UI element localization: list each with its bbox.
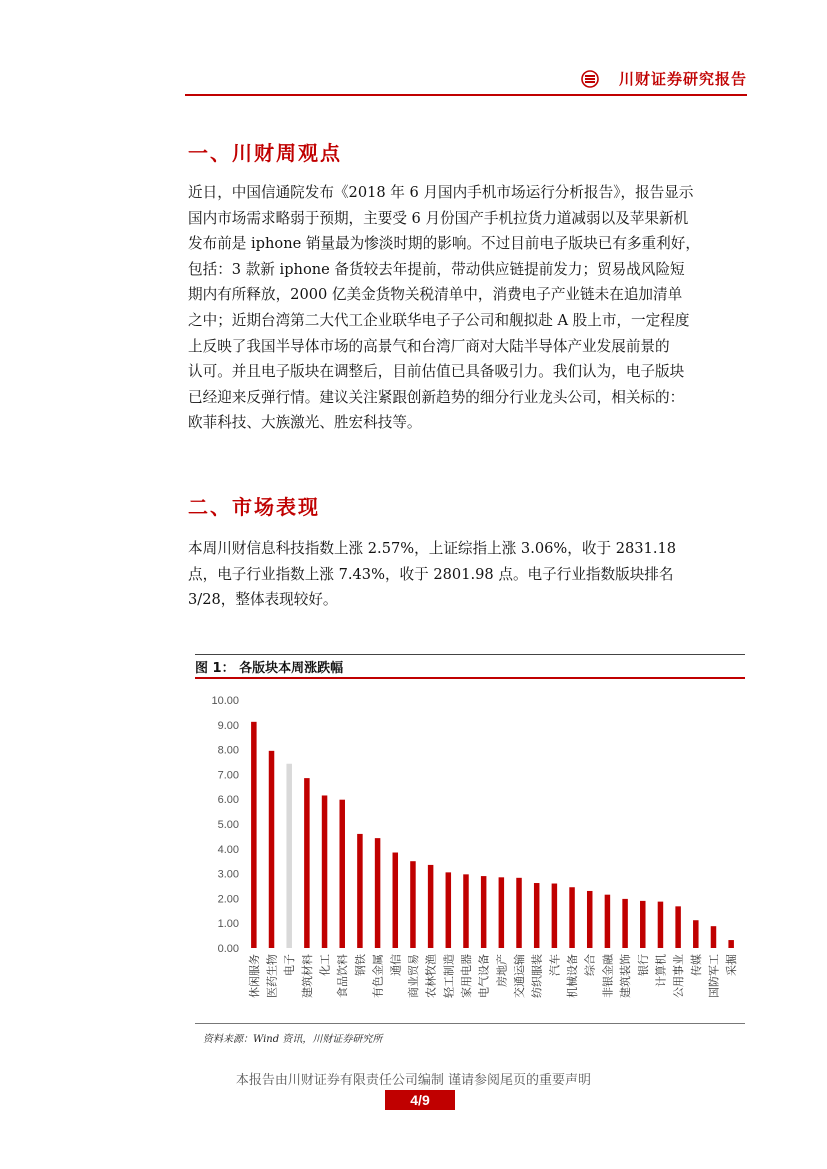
paragraph-line: 包括：3 款新 iphone 备货较去年提前，带动供应链提前发力；贸易战风险短 xyxy=(188,260,685,278)
x-tick-label: 化工 xyxy=(318,954,332,976)
x-tick-label: 医药生物 xyxy=(265,954,279,998)
x-tick-label: 交通运输 xyxy=(513,954,527,998)
paragraph-line: 之中；近期台湾第二大代工企业联华电子子公司和舰拟赴 A 股上市，一定程度 xyxy=(188,311,690,329)
x-tick-label: 有色金属 xyxy=(371,954,385,998)
bar xyxy=(728,940,734,948)
bar xyxy=(428,865,434,948)
x-tick-label: 非银金融 xyxy=(601,954,615,998)
y-tick-label: 3.00 xyxy=(217,868,239,881)
header-divider xyxy=(185,94,747,96)
x-tick-label: 银行 xyxy=(636,954,650,976)
bar xyxy=(552,884,558,948)
x-tick-label: 通信 xyxy=(389,954,403,976)
bar xyxy=(322,795,328,948)
report-brand-title: 川财证券研究报告 xyxy=(618,70,747,88)
paragraph-line: 3/28，整体表现较好。 xyxy=(188,591,338,609)
bar xyxy=(251,722,257,948)
bar xyxy=(640,901,646,948)
x-tick-label: 综合 xyxy=(583,954,597,976)
y-tick-label: 2.00 xyxy=(217,893,239,906)
section-heading-market: 二、市场表现 xyxy=(188,495,320,519)
bar xyxy=(516,878,522,948)
y-tick-label: 0.00 xyxy=(217,943,239,955)
x-tick-label: 建筑装饰 xyxy=(619,954,633,998)
x-tick-label: 公用事业 xyxy=(672,954,686,998)
paragraph-line: 欧菲科技、大族激光、胜宏科技等。 xyxy=(188,414,422,432)
x-tick-label: 机械设备 xyxy=(566,954,580,998)
section2-paragraph xyxy=(188,536,750,613)
section1-paragraph xyxy=(188,180,750,436)
paragraph-line: 认可。并且电子版块在调整后，目前估值已具备吸引力。我们认为，电子版块 xyxy=(188,363,685,381)
bar xyxy=(605,895,611,948)
bar xyxy=(357,834,363,948)
x-tick-label: 电子 xyxy=(283,954,297,976)
paragraph-line: 已经迎来反弹行情。建议关注紧跟创新趋势的细分行业龙头公司，相关标的： xyxy=(188,388,685,406)
page-header xyxy=(185,66,747,94)
page-number: 4/9 xyxy=(385,1090,455,1110)
paragraph-line: 国内市场需求略弱于预期，主要受 6 月份国产手机拉货力道减弱以及苹果新机 xyxy=(188,209,689,227)
x-tick-label: 食品饮料 xyxy=(336,954,350,998)
bar xyxy=(463,874,469,948)
y-tick-label: 6.00 xyxy=(217,794,239,807)
x-tick-label: 商业贸易 xyxy=(406,954,420,998)
x-tick-label: 计算机 xyxy=(654,954,668,987)
y-tick-label: 9.00 xyxy=(217,719,239,732)
y-tick-label: 5.00 xyxy=(217,819,239,831)
y-tick-label: 1.00 xyxy=(217,918,239,931)
bar xyxy=(286,764,292,948)
y-tick-label: 7.00 xyxy=(217,769,239,782)
bar xyxy=(393,853,399,948)
x-tick-label: 休闲服务 xyxy=(247,954,261,998)
bar xyxy=(675,906,681,948)
bar xyxy=(339,800,345,948)
bar xyxy=(481,876,487,948)
y-tick-label: 8.00 xyxy=(217,744,239,757)
x-tick-label: 建筑材料 xyxy=(300,954,314,998)
bar xyxy=(499,877,505,948)
bar xyxy=(375,838,381,948)
x-tick-label: 轻工制造 xyxy=(442,954,456,998)
circle-logo-icon xyxy=(581,70,599,88)
x-tick-label: 传媒 xyxy=(689,954,703,976)
figure-title: 图 1： 各版块本周涨跌幅 xyxy=(195,661,344,676)
section-heading-weekly-view: 一、川财周观点 xyxy=(188,141,342,165)
figure-bottom-rule xyxy=(195,1023,745,1024)
figure-source: 资料来源：Wind 资讯，川财证券研究所 xyxy=(203,1034,383,1045)
y-tick-label: 4.00 xyxy=(217,843,239,856)
bar xyxy=(658,902,664,948)
bar xyxy=(446,872,452,948)
paragraph-line: 点，电子行业指数上涨 7.43%，收于 2801.98 点。电子行业指数版块排名 xyxy=(188,565,674,583)
figure-top-rule xyxy=(195,654,745,655)
bar xyxy=(410,861,416,948)
y-tick-label: 10.00 xyxy=(211,695,239,707)
paragraph-line: 上反映了我国半导体市场的高景气和台湾厂商对大陆半导体产业发展前景的 xyxy=(188,337,670,355)
x-tick-label: 国防军工 xyxy=(707,954,721,998)
x-tick-label: 房地产 xyxy=(495,954,509,987)
bar xyxy=(534,883,540,948)
x-tick-label: 纺织服装 xyxy=(530,954,544,998)
x-tick-label: 汽车 xyxy=(548,954,562,976)
x-tick-label: 家用电器 xyxy=(459,954,473,998)
paragraph-line: 近日，中国信通院发布《2018 年 6 月国内手机市场运行分析报告》，报告显示 xyxy=(188,184,694,201)
bar xyxy=(304,778,310,948)
bar xyxy=(269,751,275,948)
x-tick-label: 采掘 xyxy=(725,954,739,976)
bar xyxy=(587,891,593,948)
sector-returns-bar-chart xyxy=(195,682,745,1022)
paragraph-line: 期内有所释放，2000 亿美金货物关税清单中，消费电子产业链未在追加清单 xyxy=(188,286,683,304)
x-tick-label: 农林牧渔 xyxy=(424,954,438,998)
footer-statement: 本报告由川财证券有限责任公司编制 谨请参阅尾页的重要声明 xyxy=(235,1073,592,1088)
bar xyxy=(569,887,575,948)
paragraph-line: 本周川财信息科技指数上涨 2.57%，上证综指上涨 3.06%，收于 2831.18 xyxy=(188,540,677,557)
figure-title-rule xyxy=(195,677,745,679)
bar xyxy=(711,926,717,948)
paragraph-line: 发布前是 iphone 销量最为惨淡时期的影响。不过目前电子版块已有多重利好， xyxy=(188,235,700,253)
x-tick-label: 电气设备 xyxy=(477,954,491,998)
bar xyxy=(693,920,699,948)
x-tick-label: 钢铁 xyxy=(353,954,367,976)
bar xyxy=(622,899,628,948)
